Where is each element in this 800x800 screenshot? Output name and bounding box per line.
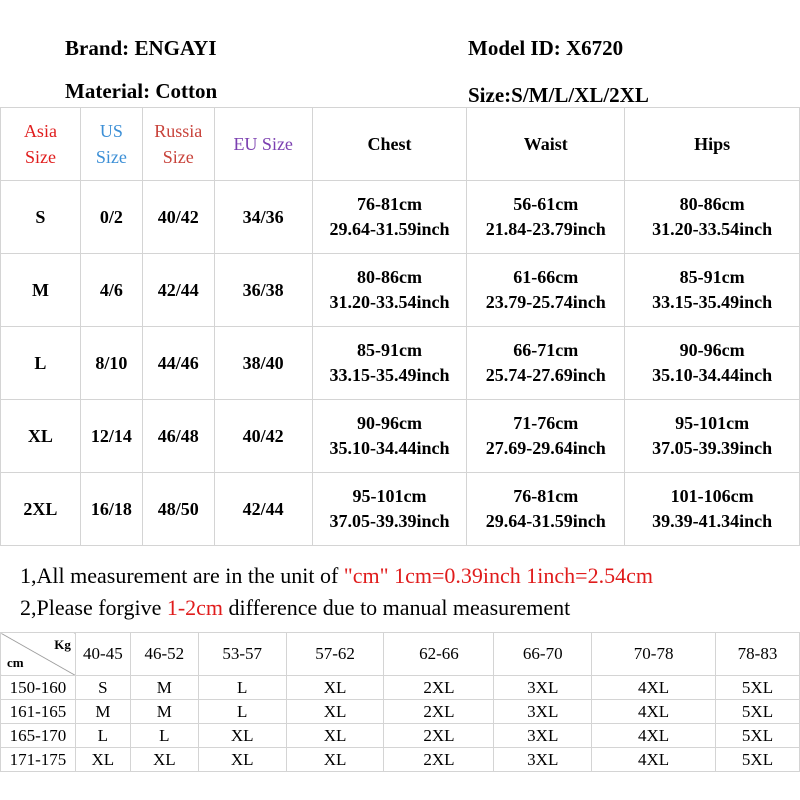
height-row [1, 748, 800, 772]
chest-cm-value: 90-96cm [357, 413, 422, 433]
us-size-header [80, 108, 142, 181]
recommended-size-cell: 5XL [716, 676, 800, 700]
hips-cell [625, 327, 800, 400]
asia-size-header [1, 108, 81, 181]
recommended-size-cell: M [130, 700, 198, 724]
corner-cell [1, 633, 76, 676]
recommended-size-cell: XL [286, 724, 384, 748]
height-weight-table [0, 632, 800, 772]
hips-inch-value: 39.39-41.34inch [652, 511, 773, 531]
size-row [1, 181, 800, 254]
size-row [1, 254, 800, 327]
recommended-size-cell: 5XL [716, 700, 800, 724]
size-row [1, 327, 800, 400]
us-size-cell: 0/2 [80, 181, 142, 254]
chest-cell [312, 327, 467, 400]
chest-cm-value: 80-86cm [357, 267, 422, 287]
recommended-size-cell: 3XL [494, 724, 592, 748]
size-value: S/M/L/XL/2XL [511, 83, 649, 107]
hips-header: Hips [625, 108, 800, 181]
waist-inch-value: 27.69-29.64inch [485, 438, 606, 458]
waist-cm-value: 61-66cm [513, 267, 579, 287]
waist-header: Waist [467, 108, 625, 181]
asia-size-cell: XL [1, 400, 81, 473]
asia-size-cell: S [1, 181, 81, 254]
waist-inch-value: 23.79-25.74inch [485, 292, 606, 312]
brand-label: Brand: [65, 36, 130, 60]
chest-cm-value: 85-91cm [357, 340, 422, 360]
waist-cm-value: 56-61cm [513, 194, 579, 214]
recommended-size-cell: 4XL [592, 748, 716, 772]
chest-inch-value: 31.20-33.54inch [329, 292, 450, 312]
eu-size-cell: 42/44 [214, 473, 312, 546]
hips-cm-value: 101-106cm [670, 486, 754, 506]
height-range-cell: 165-170 [1, 724, 76, 748]
model-value: X6720 [566, 36, 624, 60]
waist-cm-value: 71-76cm [513, 413, 579, 433]
hips-cell [625, 254, 800, 327]
measurement-notes [20, 560, 653, 624]
weight-range-header: 62-66 [384, 633, 494, 676]
eu-size-cell: 34/36 [214, 181, 312, 254]
recommended-size-cell: L [130, 724, 198, 748]
hips-inch-value: 35.10-34.44inch [652, 365, 773, 385]
weight-range-header: 66-70 [494, 633, 592, 676]
height-range-cell: 161-165 [1, 700, 76, 724]
russia-size-cell: 40/42 [142, 181, 214, 254]
chest-header: Chest [312, 108, 467, 181]
eu-size-cell: 36/38 [214, 254, 312, 327]
hips-inch-value: 31.20-33.54inch [652, 219, 773, 239]
us-size-cell: 12/14 [80, 400, 142, 473]
note-1-text: 1,All measurement are in the unit of [20, 563, 344, 588]
material-info [65, 79, 217, 104]
material-value: Cotton [155, 79, 218, 103]
eu-size-header: EU Size [214, 108, 312, 181]
chest-cell [312, 254, 467, 327]
size-row [1, 473, 800, 546]
recommended-size-cell: L [75, 724, 130, 748]
weight-range-header: 78-83 [716, 633, 800, 676]
russia-size-header-line1: Russia [154, 121, 203, 141]
asia-size-header-line2: Size [24, 147, 56, 167]
weight-range-header: 70-78 [592, 633, 716, 676]
recommended-size-cell: L [198, 676, 286, 700]
recommended-size-cell: 3XL [494, 748, 592, 772]
recommended-size-cell: XL [286, 676, 384, 700]
recommended-size-cell: XL [130, 748, 198, 772]
recommended-size-cell: XL [198, 724, 286, 748]
waist-cm-value: 76-81cm [513, 486, 579, 506]
recommended-size-cell: 4XL [592, 700, 716, 724]
chest-inch-value: 37.05-39.39inch [329, 511, 450, 531]
weight-range-header: 40-45 [75, 633, 130, 676]
note-line-2 [20, 592, 653, 624]
hips-cell [625, 181, 800, 254]
chest-inch-value: 33.15-35.49inch [329, 365, 450, 385]
recommended-size-cell: M [130, 676, 198, 700]
eu-size-cell: 40/42 [214, 400, 312, 473]
height-row [1, 676, 800, 700]
recommended-size-cell: 5XL [716, 724, 800, 748]
note-2-text-b: difference due to manual measurement [223, 595, 571, 620]
weight-range-header: 57-62 [286, 633, 384, 676]
recommended-size-cell: XL [286, 700, 384, 724]
note-2-text-a: 2,Please forgive [20, 595, 167, 620]
hips-inch-value: 33.15-35.49inch [652, 292, 773, 312]
waist-cell [467, 400, 625, 473]
height-range-cell: 171-175 [1, 748, 76, 772]
recommended-size-cell: 4XL [592, 676, 716, 700]
chest-inch-value: 35.10-34.44inch [329, 438, 450, 458]
note-1-units: "cm" 1cm=0.39inch 1inch=2.54cm [343, 563, 653, 588]
waist-inch-value: 25.74-27.69inch [485, 365, 606, 385]
waist-cm-value: 66-71cm [513, 340, 579, 360]
recommended-size-cell: 4XL [592, 724, 716, 748]
hips-cm-value: 95-101cm [675, 413, 750, 433]
asia-size-cell: L [1, 327, 81, 400]
cm-label: cm [7, 655, 24, 670]
model-info [468, 36, 623, 61]
waist-cell [467, 254, 625, 327]
waist-cell [467, 181, 625, 254]
us-size-cell: 8/10 [80, 327, 142, 400]
weight-range-header: 53-57 [198, 633, 286, 676]
weight-header-row [1, 633, 800, 676]
recommended-size-cell: 2XL [384, 700, 494, 724]
waist-cell [467, 473, 625, 546]
waist-inch-value: 29.64-31.59inch [485, 511, 606, 531]
height-row [1, 724, 800, 748]
brand-value: ENGAYI [134, 36, 217, 60]
size-table-header-row [1, 108, 800, 181]
kg-label: Kg [54, 637, 71, 652]
hips-cm-value: 85-91cm [679, 267, 745, 287]
recommended-size-cell: M [75, 700, 130, 724]
russia-size-cell: 44/46 [142, 327, 214, 400]
us-size-cell: 16/18 [80, 473, 142, 546]
chest-cm-value: 76-81cm [357, 194, 422, 214]
us-size-cell: 4/6 [80, 254, 142, 327]
recommended-size-cell: 2XL [384, 748, 494, 772]
hips-cm-value: 90-96cm [679, 340, 745, 360]
recommended-size-cell: 2XL [384, 724, 494, 748]
russia-size-header-line2: Size [162, 147, 194, 167]
brand-info [65, 36, 217, 61]
size-info [468, 83, 649, 108]
recommended-size-cell: XL [75, 748, 130, 772]
model-label: Model ID: [468, 36, 561, 60]
hips-cell [625, 473, 800, 546]
russia-size-cell: 46/48 [142, 400, 214, 473]
russia-size-cell: 42/44 [142, 254, 214, 327]
recommended-size-cell: L [198, 700, 286, 724]
chest-cell [312, 181, 467, 254]
asia-size-cell: M [1, 254, 81, 327]
size-label: Size: [468, 83, 512, 107]
hips-cm-value: 80-86cm [679, 194, 745, 214]
chest-inch-value: 29.64-31.59inch [329, 219, 450, 239]
asia-size-header-line1: Asia [23, 121, 57, 141]
waist-inch-value: 21.84-23.79inch [485, 219, 606, 239]
size-chart-table [0, 107, 800, 546]
waist-cell [467, 327, 625, 400]
recommended-size-cell: XL [198, 748, 286, 772]
recommended-size-cell: 2XL [384, 676, 494, 700]
hips-inch-value: 37.05-39.39inch [652, 438, 773, 458]
chest-cell [312, 400, 467, 473]
hips-cell [625, 400, 800, 473]
size-row [1, 400, 800, 473]
height-row [1, 700, 800, 724]
eu-size-cell: 38/40 [214, 327, 312, 400]
height-range-cell: 150-160 [1, 676, 76, 700]
us-size-header-line1: US [99, 121, 123, 141]
recommended-size-cell: XL [286, 748, 384, 772]
russia-size-header [142, 108, 214, 181]
material-label: Material: [65, 79, 151, 103]
asia-size-cell: 2XL [1, 473, 81, 546]
weight-range-header: 46-52 [130, 633, 198, 676]
chest-cell [312, 473, 467, 546]
chest-cm-value: 95-101cm [352, 486, 427, 506]
recommended-size-cell: 3XL [494, 700, 592, 724]
recommended-size-cell: S [75, 676, 130, 700]
note-2-tolerance: 1-2cm [166, 595, 224, 620]
note-line-1 [20, 560, 653, 592]
us-size-header-line2: Size [95, 147, 127, 167]
recommended-size-cell: 3XL [494, 676, 592, 700]
russia-size-cell: 48/50 [142, 473, 214, 546]
recommended-size-cell: 5XL [716, 748, 800, 772]
